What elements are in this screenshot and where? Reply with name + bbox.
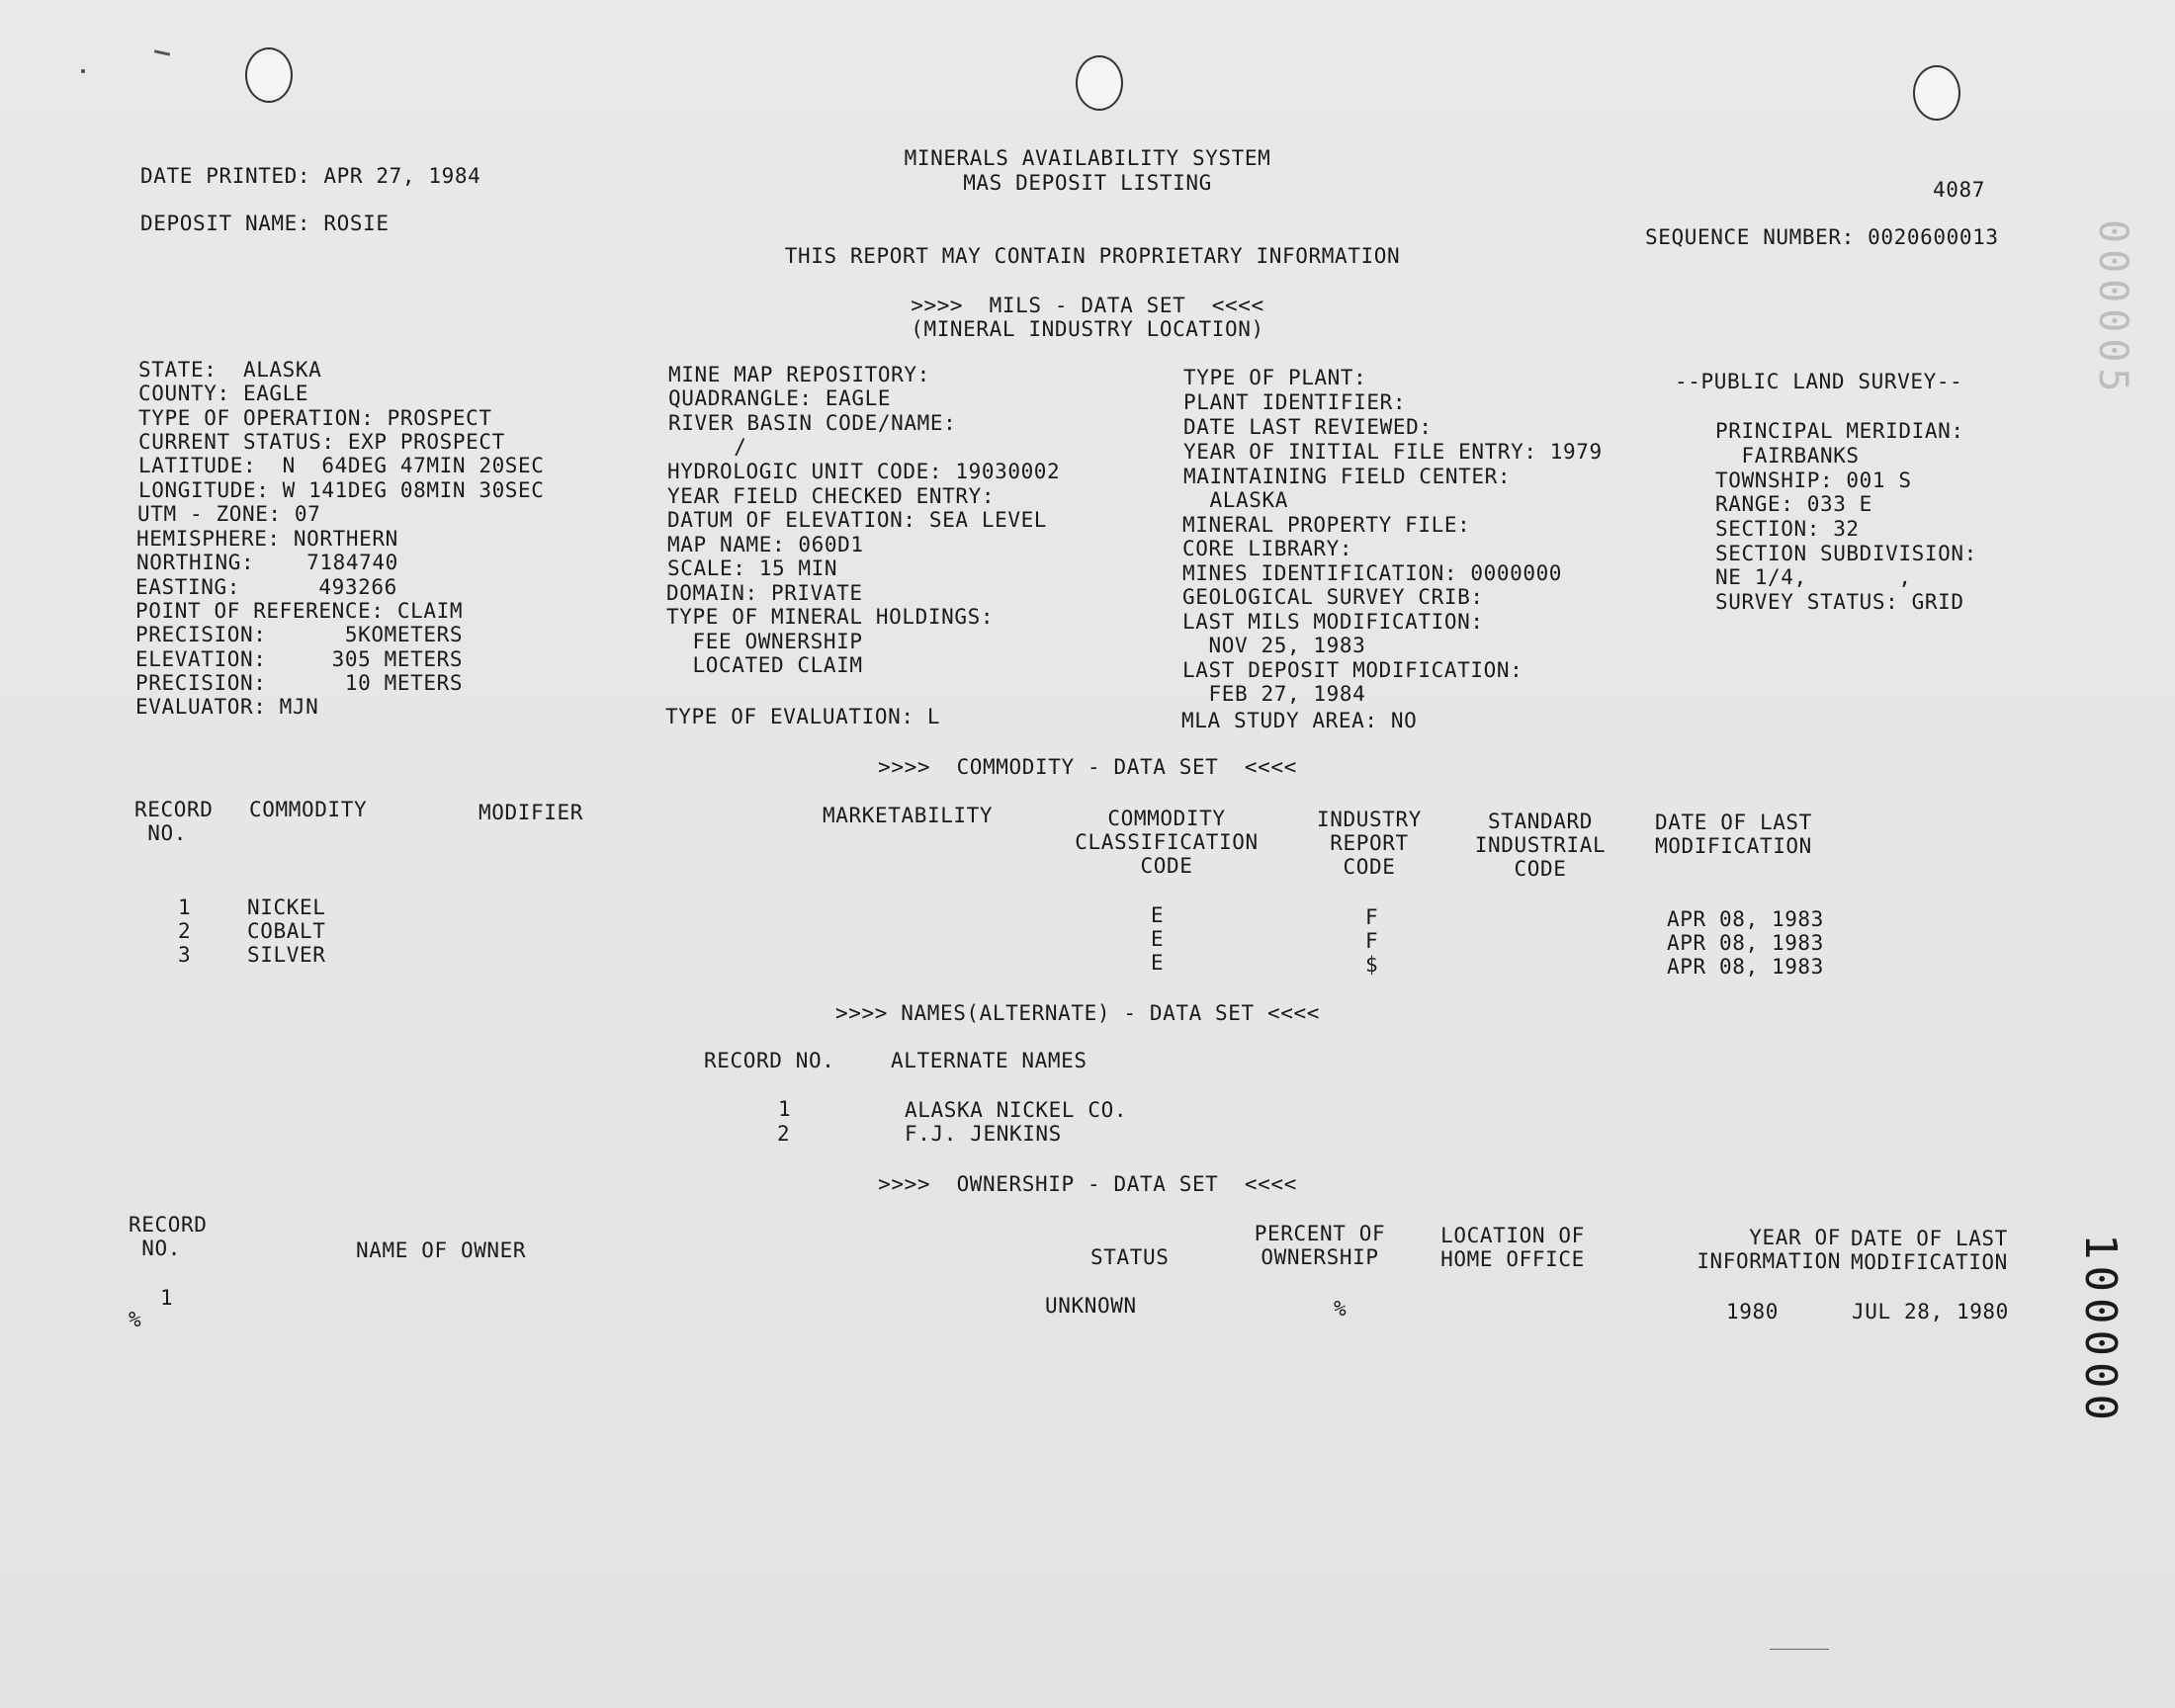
mils-field: MINES IDENTIFICATION: 0000000 (1182, 561, 1563, 585)
record-no: 2 (178, 919, 192, 943)
mils-field: PRECISION: 5KOMETERS (135, 623, 464, 646)
survey-field: SECTION: 32 (1715, 517, 1860, 541)
mils-field: RIVER BASIN CODE/NAME: (668, 411, 957, 435)
col-modifier: MODIFIER (478, 801, 583, 824)
industry-code: F (1365, 929, 1379, 953)
mils-field: ALASKA (1183, 488, 1288, 512)
record-no: 1 (160, 1286, 174, 1310)
survey-field: FAIRBANKS (1715, 444, 1860, 468)
col-date-modification: DATE OF LAST MODIFICATION (1851, 1227, 2008, 1274)
industry-code: F (1365, 905, 1379, 929)
survey-field: PRINCIPAL MERIDIAN: (1715, 419, 1964, 443)
punch-hole-left (245, 47, 293, 103)
mils-field: STATE: ALASKA (138, 358, 322, 382)
mils-field: LAST MILS MODIFICATION: (1182, 610, 1484, 634)
mils-field: LONGITUDE: W 141DEG 08MIN 30SEC (138, 478, 545, 502)
scan-mark (81, 69, 85, 73)
mils-field: FEE OWNERSHIP (666, 630, 863, 653)
survey-title: --PUBLIC LAND SURVEY-- (1675, 370, 1963, 393)
col-status: STATUS (1090, 1245, 1170, 1269)
ownership-status: UNKNOWN (1045, 1294, 1137, 1318)
punch-hole-center (1076, 55, 1123, 111)
mils-field: TYPE OF EVALUATION: L (665, 705, 941, 728)
col-classification: COMMODITY CLASSIFICATION CODE (1075, 807, 1259, 878)
mils-field: POINT OF REFERENCE: CLAIM (135, 599, 464, 623)
col-owner-name: NAME OF OWNER (356, 1238, 527, 1262)
col-location: LOCATION OF HOME OFFICE (1440, 1224, 1585, 1271)
mils-field: PLANT IDENTIFIER: (1183, 390, 1407, 414)
scan-mark (154, 49, 170, 55)
deposit-name: DEPOSIT NAME: ROSIE (140, 212, 390, 235)
mils-field: PRECISION: 10 METERS (135, 671, 464, 695)
scan-mark (1770, 1649, 1829, 1650)
mils-field: EASTING: 493266 (135, 575, 397, 599)
record-no: 3 (178, 943, 192, 967)
col-record-no: RECORD NO. (134, 798, 214, 845)
date-printed: DATE PRINTED: APR 27, 1984 (140, 164, 481, 188)
modification-date: JUL 28, 1980 (1852, 1300, 2009, 1324)
classification-code: E (1151, 903, 1165, 927)
survey-field: TOWNSHIP: 001 S (1715, 469, 1912, 492)
punch-hole-right (1913, 65, 1960, 121)
proprietary-notice: THIS REPORT MAY CONTAIN PROPRIETARY INFORMATION (784, 244, 1401, 268)
mils-field: NORTHING: 7184740 (136, 551, 398, 574)
col-industry: INDUSTRY REPORT CODE (1317, 808, 1422, 879)
classification-code: E (1151, 927, 1165, 951)
mils-field: YEAR FIELD CHECKED ENTRY: (667, 484, 996, 508)
mils-field: UTM - ZONE: 07 (137, 502, 321, 526)
col-standard: STANDARD INDUSTRIAL CODE (1474, 810, 1607, 881)
mils-field: NOV 25, 1983 (1182, 634, 1366, 657)
mils-field: HEMISPHERE: NORTHERN (136, 527, 398, 551)
mils-field: MAINTAINING FIELD CENTER: (1183, 465, 1512, 488)
mils-field: CORE LIBRARY: (1182, 537, 1353, 560)
names-col-alternate: ALTERNATE NAMES (891, 1049, 1088, 1072)
mils-field: SCALE: 15 MIN (667, 556, 838, 580)
listing-title: MAS DEPOSIT LISTING (963, 171, 1212, 195)
record-mark: % (129, 1308, 142, 1331)
col-marketability: MARKETABILITY (823, 804, 994, 827)
mils-field: MINERAL PROPERTY FILE: (1182, 513, 1471, 537)
mils-field: YEAR OF INITIAL FILE ENTRY: 1979 (1183, 440, 1603, 464)
mils-field: MINE MAP REPOSITORY: (668, 363, 930, 386)
mils-field: CURRENT STATUS: EXP PROSPECT (138, 430, 505, 454)
commodity-name: COBALT (247, 919, 326, 943)
survey-field: SURVEY STATUS: GRID (1715, 590, 1964, 614)
mils-field: QUADRANGLE: EAGLE (668, 386, 892, 410)
alternate-name: F.J. JENKINS (905, 1122, 1062, 1146)
mils-field: DOMAIN: PRIVATE (666, 581, 863, 605)
survey-field: RANGE: 033 E (1715, 492, 1872, 516)
record-no: 1 (778, 1097, 792, 1121)
col-commodity: COMMODITY (249, 798, 368, 821)
sequence-number: SEQUENCE NUMBER: 0020600013 (1645, 225, 1999, 249)
mils-field: / (668, 435, 747, 459)
mils-field: DATUM OF ELEVATION: SEA LEVEL (667, 508, 1048, 532)
survey-field: SECTION SUBDIVISION: (1715, 542, 1977, 565)
modification-date: APR 08, 1983 (1667, 931, 1824, 955)
mils-field: MAP NAME: 060D1 (667, 533, 864, 556)
modification-date: APR 08, 1983 (1667, 955, 1824, 979)
page-number: 4087 (1933, 178, 1985, 202)
mils-subheading: (MINERAL INDUSTRY LOCATION) (911, 317, 1264, 341)
mils-field: TYPE OF OPERATION: PROSPECT (138, 406, 492, 430)
mils-field: TYPE OF PLANT: (1183, 366, 1367, 389)
mils-field: LOCATED CLAIM (666, 653, 863, 677)
commodity-name: NICKEL (247, 896, 326, 919)
mils-field: LAST DEPOSIT MODIFICATION: (1182, 658, 1523, 682)
col-year: YEAR OF INFORMATION (1696, 1226, 1841, 1273)
ownership-percent: % (1334, 1297, 1348, 1321)
record-no: 1 (178, 896, 192, 919)
commodity-heading: >>>> COMMODITY - DATA SET <<<< (878, 755, 1297, 779)
record-no: 2 (777, 1122, 791, 1146)
margin-stamp-top-right: 000005 (2090, 219, 2135, 398)
col-date-modification: DATE OF LAST MODIFICATION (1655, 811, 1812, 858)
alternate-name: ALASKA NICKEL CO. (905, 1098, 1128, 1122)
year-of-information: 1980 (1726, 1300, 1779, 1324)
mils-field: COUNTY: EAGLE (138, 382, 309, 405)
commodity-name: SILVER (247, 943, 326, 967)
system-title: MINERALS AVAILABILITY SYSTEM (904, 146, 1271, 170)
mils-field: HYDROLOGIC UNIT CODE: 19030002 (667, 460, 1061, 483)
mils-heading: >>>> MILS - DATA SET <<<< (911, 294, 1264, 317)
margin-stamp-right: 100000 (2075, 1234, 2126, 1426)
names-col-record-no: RECORD NO. (704, 1049, 835, 1072)
mils-field: MLA STUDY AREA: NO (1181, 709, 1418, 732)
mils-field: GEOLOGICAL SURVEY CRIB: (1182, 585, 1484, 609)
col-record-no: RECORD NO. (129, 1213, 208, 1260)
names-heading: >>>> NAMES(ALTERNATE) - DATA SET <<<< (835, 1001, 1320, 1025)
classification-code: E (1151, 951, 1165, 975)
mils-field: LATITUDE: N 64DEG 47MIN 20SEC (138, 454, 545, 477)
mils-field: DATE LAST REVIEWED: (1183, 415, 1433, 439)
survey-field: NE 1/4, , (1715, 565, 1912, 589)
mils-field: FEB 27, 1984 (1182, 682, 1366, 706)
mils-field: TYPE OF MINERAL HOLDINGS: (666, 605, 995, 629)
col-percent: PERCENT OF OWNERSHIP (1254, 1222, 1386, 1269)
industry-code: $ (1365, 953, 1379, 977)
ownership-heading: >>>> OWNERSHIP - DATA SET <<<< (878, 1172, 1297, 1196)
mils-field: EVALUATOR: MJN (135, 695, 319, 719)
modification-date: APR 08, 1983 (1667, 907, 1824, 931)
mils-field: ELEVATION: 305 METERS (135, 647, 464, 671)
